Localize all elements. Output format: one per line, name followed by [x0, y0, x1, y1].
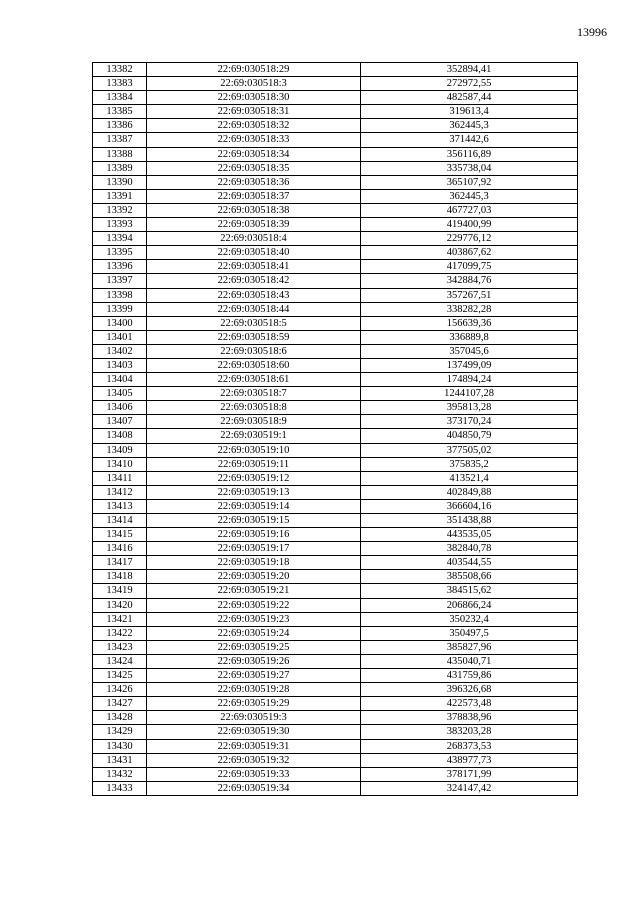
value-cell: 377505,02	[361, 443, 578, 457]
table-row	[93, 753, 578, 767]
table-row	[93, 514, 578, 528]
cadastral-number-cell: 22:69:030518:5	[147, 316, 361, 330]
table-row	[93, 429, 578, 443]
cadastral-number-cell: 22:69:030518:61	[147, 373, 361, 387]
cadastral-number-cell: 22:69:030519:28	[147, 683, 361, 697]
row-number-cell: 13384	[93, 91, 147, 105]
row-number-cell: 13390	[93, 175, 147, 189]
row-number-cell: 13426	[93, 683, 147, 697]
cadastral-number-cell: 22:69:030519:17	[147, 542, 361, 556]
cadastral-number-cell: 22:69:030518:31	[147, 105, 361, 119]
cadastral-number-cell: 22:69:030519:3	[147, 711, 361, 725]
table-row	[93, 203, 578, 217]
value-cell: 335738,04	[361, 161, 578, 175]
row-number-cell: 13431	[93, 753, 147, 767]
row-number-cell: 13425	[93, 669, 147, 683]
cadastral-number-cell: 22:69:030519:15	[147, 514, 361, 528]
cadastral-number-cell: 22:69:030518:7	[147, 387, 361, 401]
table-row	[93, 260, 578, 274]
value-cell: 1244107,28	[361, 387, 578, 401]
table-row	[93, 232, 578, 246]
table-row	[93, 542, 578, 556]
value-cell: 419400,99	[361, 218, 578, 232]
row-number-cell: 13421	[93, 612, 147, 626]
cadastral-number-cell: 22:69:030519:20	[147, 570, 361, 584]
table-row	[93, 133, 578, 147]
row-number-cell: 13386	[93, 119, 147, 133]
cadastral-number-cell: 22:69:030518:32	[147, 119, 361, 133]
cadastral-number-cell: 22:69:030518:34	[147, 147, 361, 161]
table-row	[93, 415, 578, 429]
table-body	[93, 63, 578, 796]
cadastral-number-cell: 22:69:030518:41	[147, 260, 361, 274]
cadastral-number-cell: 22:69:030519:30	[147, 725, 361, 739]
table-row	[93, 330, 578, 344]
value-cell: 366604,16	[361, 499, 578, 513]
value-cell: 229776,12	[361, 232, 578, 246]
value-cell: 378171,99	[361, 767, 578, 781]
row-number-cell: 13422	[93, 626, 147, 640]
table-row	[93, 598, 578, 612]
table-row	[93, 528, 578, 542]
table-row	[93, 373, 578, 387]
cadastral-number-cell: 22:69:030518:8	[147, 401, 361, 415]
value-cell: 438977,73	[361, 753, 578, 767]
table-row	[93, 725, 578, 739]
cadastral-number-cell: 22:69:030518:38	[147, 203, 361, 217]
row-number-cell: 13407	[93, 415, 147, 429]
row-number-cell: 13394	[93, 232, 147, 246]
value-cell: 402849,88	[361, 485, 578, 499]
row-number-cell: 13411	[93, 471, 147, 485]
table-row	[93, 77, 578, 91]
value-cell: 403867,62	[361, 246, 578, 260]
row-number-cell: 13399	[93, 302, 147, 316]
table-row	[93, 316, 578, 330]
cadastral-number-cell: 22:69:030519:11	[147, 457, 361, 471]
row-number-cell: 13412	[93, 485, 147, 499]
cadastral-table	[92, 62, 578, 796]
value-cell: 365107,92	[361, 175, 578, 189]
table-row	[93, 570, 578, 584]
cadastral-number-cell: 22:69:030518:44	[147, 302, 361, 316]
cadastral-number-cell: 22:69:030518:33	[147, 133, 361, 147]
cadastral-number-cell: 22:69:030519:23	[147, 612, 361, 626]
table-row	[93, 767, 578, 781]
value-cell: 404850,79	[361, 429, 578, 443]
value-cell: 357045,6	[361, 344, 578, 358]
row-number-cell: 13400	[93, 316, 147, 330]
value-cell: 443535,05	[361, 528, 578, 542]
row-number-cell: 13404	[93, 373, 147, 387]
cadastral-number-cell: 22:69:030518:59	[147, 330, 361, 344]
value-cell: 338282,28	[361, 302, 578, 316]
value-cell: 482587,44	[361, 91, 578, 105]
value-cell: 383203,28	[361, 725, 578, 739]
row-number-cell: 13432	[93, 767, 147, 781]
value-cell: 156639,36	[361, 316, 578, 330]
row-number-cell: 13417	[93, 556, 147, 570]
cadastral-number-cell: 22:69:030519:27	[147, 669, 361, 683]
value-cell: 384515,62	[361, 584, 578, 598]
table-row	[93, 471, 578, 485]
table-row	[93, 344, 578, 358]
cadastral-number-cell: 22:69:030519:18	[147, 556, 361, 570]
cadastral-number-cell: 22:69:030518:30	[147, 91, 361, 105]
cadastral-number-cell: 22:69:030518:35	[147, 161, 361, 175]
table-row	[93, 739, 578, 753]
row-number-cell: 13403	[93, 358, 147, 372]
value-cell: 342884,76	[361, 274, 578, 288]
row-number-cell: 13424	[93, 654, 147, 668]
row-number-cell: 13398	[93, 288, 147, 302]
row-number-cell: 13423	[93, 640, 147, 654]
row-number-cell: 13401	[93, 330, 147, 344]
row-number-cell: 13389	[93, 161, 147, 175]
row-number-cell: 13388	[93, 147, 147, 161]
value-cell: 137499,09	[361, 358, 578, 372]
table-row	[93, 485, 578, 499]
table-row	[93, 697, 578, 711]
row-number-cell: 13395	[93, 246, 147, 260]
value-cell: 371442,6	[361, 133, 578, 147]
row-number-cell: 13385	[93, 105, 147, 119]
cadastral-number-cell: 22:69:030518:4	[147, 232, 361, 246]
cadastral-number-cell: 22:69:030519:34	[147, 781, 361, 795]
value-cell: 396326,68	[361, 683, 578, 697]
value-cell: 356116,89	[361, 147, 578, 161]
row-number-cell: 13418	[93, 570, 147, 584]
value-cell: 206866,24	[361, 598, 578, 612]
table-row	[93, 218, 578, 232]
value-cell: 362445,3	[361, 189, 578, 203]
row-number-cell: 13428	[93, 711, 147, 725]
cadastral-number-cell: 22:69:030519:22	[147, 598, 361, 612]
value-cell: 336889,8	[361, 330, 578, 344]
table-row	[93, 119, 578, 133]
table-row	[93, 711, 578, 725]
table-row	[93, 358, 578, 372]
table-row	[93, 626, 578, 640]
row-number-cell: 13393	[93, 218, 147, 232]
value-cell: 272972,55	[361, 77, 578, 91]
row-number-cell: 13391	[93, 189, 147, 203]
row-number-cell: 13420	[93, 598, 147, 612]
cadastral-number-cell: 22:69:030519:10	[147, 443, 361, 457]
table-row	[93, 556, 578, 570]
value-cell: 174894,24	[361, 373, 578, 387]
cadastral-number-cell: 22:69:030518:37	[147, 189, 361, 203]
table-row	[93, 499, 578, 513]
cadastral-number-cell: 22:69:030518:60	[147, 358, 361, 372]
cadastral-number-cell: 22:69:030518:3	[147, 77, 361, 91]
table-row	[93, 288, 578, 302]
table-row	[93, 683, 578, 697]
table-row	[93, 443, 578, 457]
row-number-cell: 13383	[93, 77, 147, 91]
value-cell: 350232,4	[361, 612, 578, 626]
value-cell: 352894,41	[361, 63, 578, 77]
value-cell: 435040,71	[361, 654, 578, 668]
table-row	[93, 161, 578, 175]
value-cell: 375835,2	[361, 457, 578, 471]
table-row	[93, 91, 578, 105]
cadastral-number-cell: 22:69:030518:43	[147, 288, 361, 302]
value-cell: 373170,24	[361, 415, 578, 429]
value-cell: 413521,4	[361, 471, 578, 485]
page-number: 13996	[577, 25, 607, 39]
table-row	[93, 584, 578, 598]
row-number-cell: 13402	[93, 344, 147, 358]
row-number-cell: 13410	[93, 457, 147, 471]
value-cell: 422573,48	[361, 697, 578, 711]
value-cell: 385508,66	[361, 570, 578, 584]
value-cell: 357267,51	[361, 288, 578, 302]
row-number-cell: 13405	[93, 387, 147, 401]
cadastral-number-cell: 22:69:030518:40	[147, 246, 361, 260]
cadastral-number-cell: 22:69:030519:33	[147, 767, 361, 781]
cadastral-number-cell: 22:69:030519:31	[147, 739, 361, 753]
value-cell: 351438,88	[361, 514, 578, 528]
table-row	[93, 669, 578, 683]
cadastral-number-cell: 22:69:030519:32	[147, 753, 361, 767]
table-row	[93, 640, 578, 654]
table-row	[93, 175, 578, 189]
cadastral-number-cell: 22:69:030519:12	[147, 471, 361, 485]
row-number-cell: 13397	[93, 274, 147, 288]
cadastral-number-cell: 22:69:030519:29	[147, 697, 361, 711]
cadastral-number-cell: 22:69:030518:36	[147, 175, 361, 189]
table-row	[93, 105, 578, 119]
value-cell: 324147,42	[361, 781, 578, 795]
cadastral-number-cell: 22:69:030519:25	[147, 640, 361, 654]
value-cell: 467727,03	[361, 203, 578, 217]
value-cell: 319613,4	[361, 105, 578, 119]
table-row	[93, 147, 578, 161]
table-row	[93, 387, 578, 401]
value-cell: 385827,96	[361, 640, 578, 654]
row-number-cell: 13387	[93, 133, 147, 147]
table-row	[93, 781, 578, 795]
row-number-cell: 13427	[93, 697, 147, 711]
cadastral-number-cell: 22:69:030519:1	[147, 429, 361, 443]
cadastral-number-cell: 22:69:030519:24	[147, 626, 361, 640]
cadastral-number-cell: 22:69:030519:16	[147, 528, 361, 542]
table-row	[93, 654, 578, 668]
cadastral-number-cell: 22:69:030518:42	[147, 274, 361, 288]
table-row	[93, 274, 578, 288]
table-row	[93, 457, 578, 471]
value-cell: 417099,75	[361, 260, 578, 274]
cadastral-number-cell: 22:69:030519:13	[147, 485, 361, 499]
row-number-cell: 13406	[93, 401, 147, 415]
row-number-cell: 13419	[93, 584, 147, 598]
row-number-cell: 13429	[93, 725, 147, 739]
cadastral-number-cell: 22:69:030519:26	[147, 654, 361, 668]
value-cell: 268373,53	[361, 739, 578, 753]
cadastral-number-cell: 22:69:030519:14	[147, 499, 361, 513]
table-row	[93, 63, 578, 77]
row-number-cell: 13433	[93, 781, 147, 795]
row-number-cell: 13416	[93, 542, 147, 556]
cadastral-number-cell: 22:69:030518:29	[147, 63, 361, 77]
row-number-cell: 13413	[93, 499, 147, 513]
value-cell: 362445,3	[361, 119, 578, 133]
value-cell: 350497,5	[361, 626, 578, 640]
table-row	[93, 401, 578, 415]
row-number-cell: 13409	[93, 443, 147, 457]
cadastral-number-cell: 22:69:030518:9	[147, 415, 361, 429]
value-cell: 395813,28	[361, 401, 578, 415]
row-number-cell: 13414	[93, 514, 147, 528]
row-number-cell: 13408	[93, 429, 147, 443]
row-number-cell: 13392	[93, 203, 147, 217]
value-cell: 403544,55	[361, 556, 578, 570]
value-cell: 378838,96	[361, 711, 578, 725]
value-cell: 382840,78	[361, 542, 578, 556]
row-number-cell: 13415	[93, 528, 147, 542]
cadastral-number-cell: 22:69:030519:21	[147, 584, 361, 598]
row-number-cell: 13382	[93, 63, 147, 77]
table-row	[93, 246, 578, 260]
value-cell: 431759,86	[361, 669, 578, 683]
table-row	[93, 612, 578, 626]
row-number-cell: 13396	[93, 260, 147, 274]
cadastral-number-cell: 22:69:030518:6	[147, 344, 361, 358]
table-row	[93, 302, 578, 316]
table-row	[93, 189, 578, 203]
row-number-cell: 13430	[93, 739, 147, 753]
cadastral-number-cell: 22:69:030518:39	[147, 218, 361, 232]
